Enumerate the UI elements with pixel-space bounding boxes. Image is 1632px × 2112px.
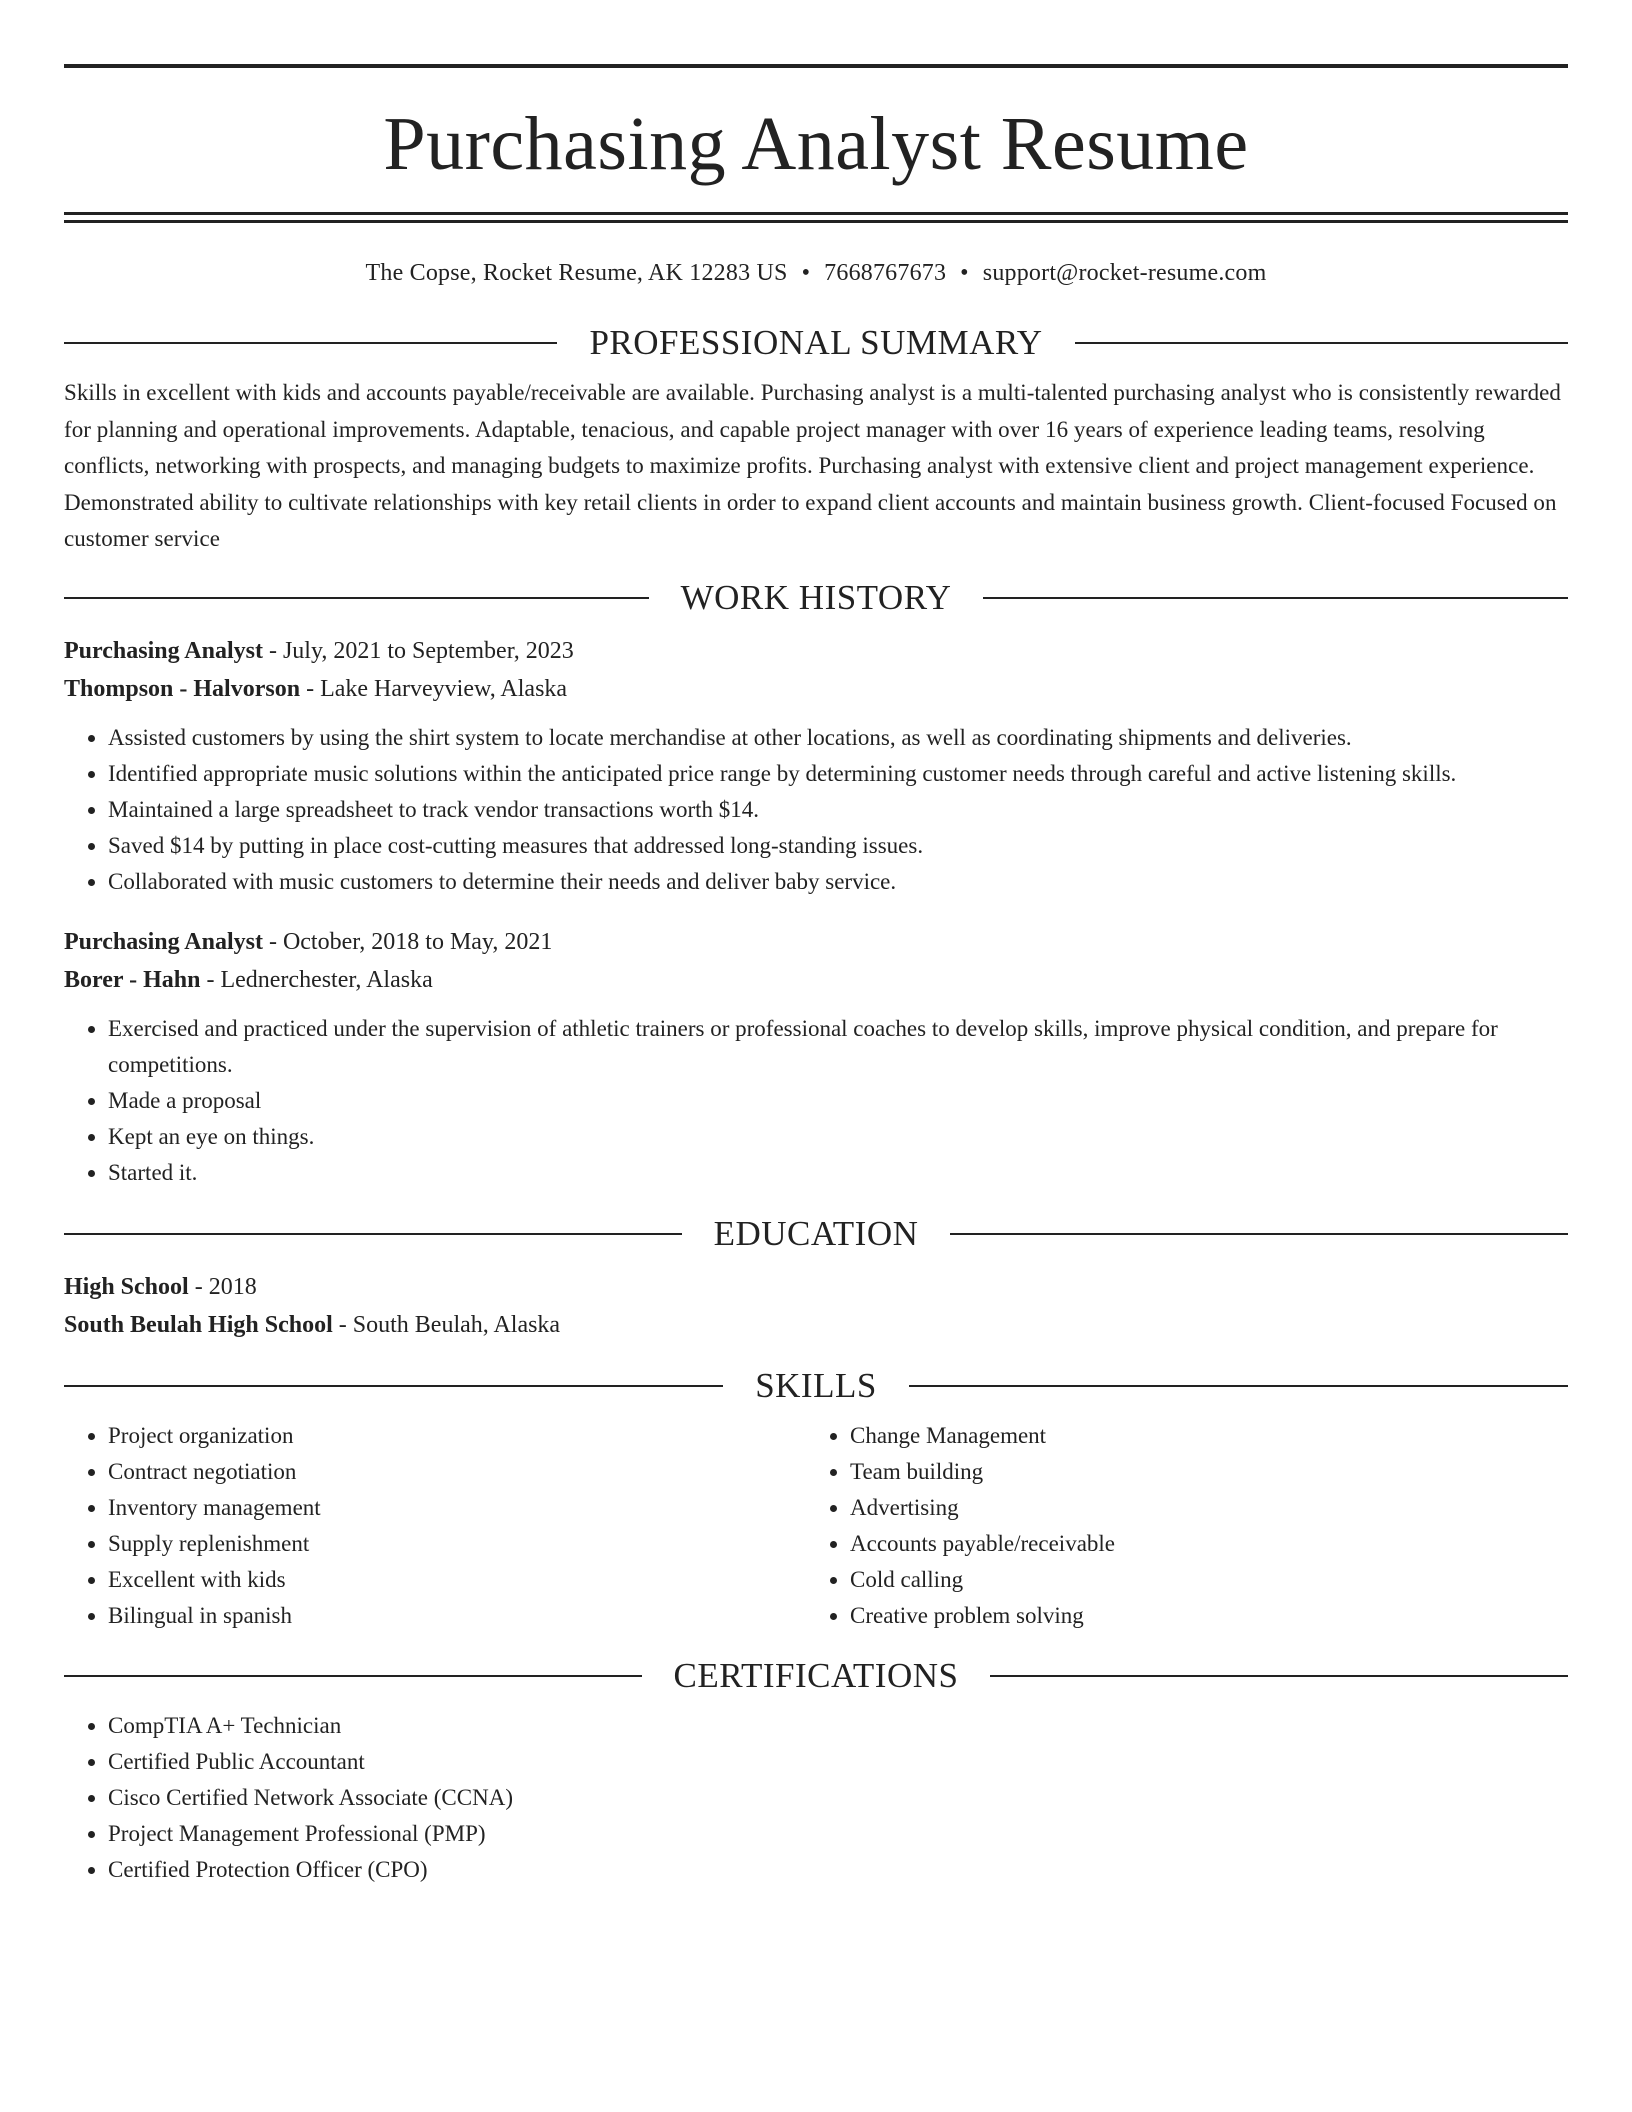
resume-page [64, 64, 1568, 1888]
job-location: Lake Harveyview, Alaska [320, 675, 568, 702]
section-rule [950, 1233, 1568, 1235]
skill-item: • Accounts payable/receivable [850, 1526, 1550, 1562]
education-school-line: South Beulah High School - South Beulah, Alaska [64, 1311, 561, 1338]
skills-list-left [64, 1418, 806, 1634]
contact-email: support@rocket-resume.com [982, 260, 1267, 286]
section-rule [64, 597, 649, 599]
education-year: 2018 [208, 1273, 257, 1300]
skill-item: • Team building [850, 1454, 1550, 1490]
job-title: Purchasing Analyst [64, 928, 263, 955]
section-header-certifications [64, 1656, 1568, 1696]
resume-title: Purchasing Analyst Resume [383, 102, 1249, 186]
top-rule [64, 64, 1568, 68]
job-bullet: • Assisted customers by using the shirt system to locate merchandise at other locations, as well as coordinating shipments and deliveries. [108, 720, 1568, 756]
contact-separator: • [960, 260, 969, 286]
job-bullet: • Maintained a large spreadsheet to track vendor transactions worth $14. [108, 792, 1568, 828]
job-title: Purchasing Analyst [64, 637, 263, 664]
certification-item: • Project Management Professional (PMP) [108, 1816, 1568, 1852]
job-dates: July, 2021 to September, 2023 [282, 637, 574, 664]
job-company: Borer - Hahn [64, 966, 201, 993]
education-degree: High School [64, 1273, 189, 1300]
section-title: CERTIFICATIONS [673, 1655, 959, 1695]
section-title: PROFESSIONAL SUMMARY [589, 323, 1043, 362]
job-bullets [64, 1011, 1568, 1192]
section-rule [64, 342, 557, 344]
skills-list-right [806, 1418, 1550, 1634]
job-bullets [64, 720, 1568, 901]
education-degree-line: High School - 2018 [64, 1273, 257, 1300]
certification-item: • Certified Protection Officer (CPO) [108, 1852, 1568, 1888]
section-rule [64, 1233, 682, 1235]
skill-item: • Bilingual in spanish [108, 1598, 806, 1634]
section-rule [64, 1675, 642, 1677]
job-bullet: • Made a proposal [108, 1083, 1568, 1119]
skill-item: • Excellent with kids [108, 1562, 806, 1598]
skill-item: • Creative problem solving [850, 1598, 1550, 1634]
job-title-line: Purchasing Analyst - October, 2018 to May, 2021 [64, 928, 553, 955]
section-header-work-history [64, 578, 1568, 618]
job-title-line: Purchasing Analyst - July, 2021 to September, 2023 [64, 637, 574, 664]
job-company-line: Borer - Hahn - Lednerchester, Alaska [64, 966, 433, 993]
contact-address: The Copse, Rocket Resume, AK 12283 US [365, 260, 788, 286]
contact-separator: • [801, 260, 811, 286]
job-entry [64, 923, 1568, 1192]
job-location: Lednerchester, Alaska [220, 966, 433, 993]
certification-item: • Cisco Certified Network Associate (CCNA) [108, 1780, 1568, 1816]
summary-text: Skills in excellent with kids and accounts payable/receivable are available. Purchasing analyst is a multi-talented purchasing analyst who is consistently rewarded for planning and operational improvements. Adaptable, tenacious, and capable project manager with over 16 years of experience leading teams, resolving conflicts, networking with prospects, and managing budgets to maximize profits. Purchasing analyst with extensive client and project management experience. Demonstrated ability to cultivate relationships with key retail clients in order to expand client accounts and maintain business growth. Client-focused Focused on customer service [64, 380, 1561, 551]
education-entry [64, 1268, 1568, 1344]
education-location: South Beulah, Alaska [352, 1311, 561, 1338]
education-school: South Beulah High School [64, 1311, 333, 1338]
certification-item: • Certified Public Accountant [108, 1744, 1568, 1780]
section-rule [1075, 342, 1568, 344]
job-bullet: • Collaborated with music customers to determine their needs and deliver baby service. [108, 864, 1568, 900]
skill-item: • Inventory management [108, 1490, 806, 1526]
skill-item: • Contract negotiation [108, 1454, 806, 1490]
certifications-list [64, 1708, 1568, 1888]
job-bullet: • Exercised and practiced under the supervision of athletic trainers or professional coaches to develop skills, improve physical condition, and prepare for competitions. [108, 1011, 1568, 1083]
job-company: Thompson - Halvorson [64, 675, 301, 702]
title-double-rule [64, 212, 1568, 223]
certification-item: • CompTIA A+ Technician [108, 1708, 1568, 1744]
skill-item: • Supply replenishment [108, 1526, 806, 1562]
section-rule [983, 597, 1568, 599]
skill-item: • Advertising [850, 1490, 1550, 1526]
section-rule [909, 1385, 1568, 1387]
skill-item: • Project organization [108, 1418, 806, 1454]
job-bullet: • Saved $14 by putting in place cost-cutting measures that addressed long-standing issues. [108, 828, 1568, 864]
section-title: EDUCATION [713, 1213, 919, 1253]
skill-item: • Cold calling [850, 1562, 1550, 1598]
skills-columns [64, 1418, 1568, 1634]
contact-phone: 7668767673 [824, 260, 947, 286]
section-header-education [64, 1214, 1568, 1254]
job-bullet: • Started it. [108, 1155, 1568, 1191]
skill-item: • Change Management [850, 1418, 1550, 1454]
job-bullet: • Kept an eye on things. [108, 1119, 1568, 1155]
section-title: SKILLS [755, 1365, 877, 1405]
section-header-summary [64, 323, 1568, 363]
job-company-line: Thompson - Halvorson - Lake Harveyview, Alaska [64, 675, 568, 702]
job-bullet: • Identified appropriate music solutions within the anticipated price range by determining customer needs through careful and active listening skills. [108, 756, 1568, 792]
section-rule [990, 1675, 1568, 1677]
section-header-skills [64, 1366, 1568, 1406]
section-title: WORK HISTORY [680, 577, 952, 617]
job-dates: October, 2018 to May, 2021 [282, 928, 553, 955]
contact-line [64, 259, 1568, 287]
section-rule [64, 1385, 723, 1387]
job-entry [64, 632, 1568, 901]
